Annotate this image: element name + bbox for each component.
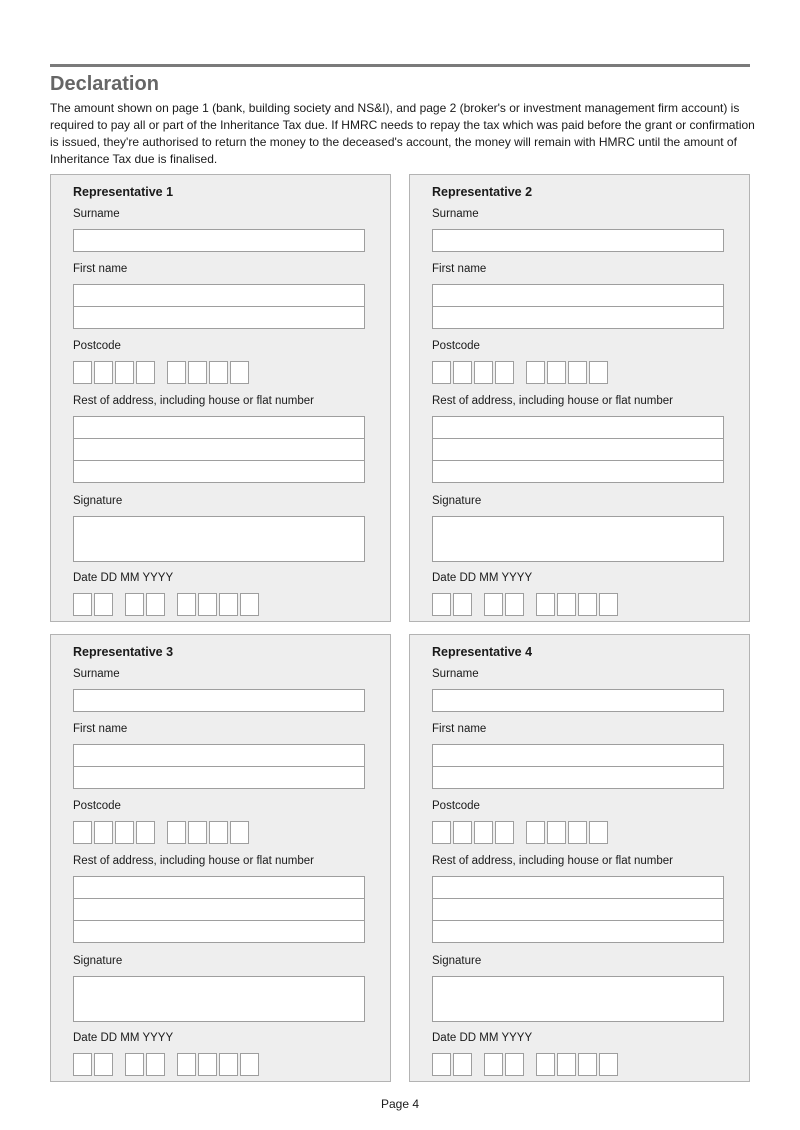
box-gap xyxy=(526,1053,536,1076)
postcode-box[interactable] xyxy=(474,821,493,844)
postcode-box[interactable] xyxy=(568,821,587,844)
postcode xyxy=(432,361,610,384)
box-gap xyxy=(115,593,125,616)
postcode-box[interactable] xyxy=(209,361,228,384)
date xyxy=(432,1053,620,1076)
first-name-input[interactable] xyxy=(432,284,724,307)
address-label: Rest of address, including house or flat number xyxy=(432,395,673,407)
representative-heading: Representative 2 xyxy=(432,185,533,199)
signature-box[interactable] xyxy=(73,516,365,562)
surname-input[interactable] xyxy=(73,689,365,712)
postcode-label: Postcode xyxy=(432,340,480,352)
date-box[interactable] xyxy=(578,1053,597,1076)
date-label: Date DD MM YYYY xyxy=(432,572,533,584)
date-box[interactable] xyxy=(505,593,524,616)
date-box[interactable] xyxy=(177,1053,196,1076)
date-box[interactable] xyxy=(536,1053,555,1076)
date xyxy=(432,593,620,616)
first-name-input-line-2[interactable] xyxy=(432,306,724,329)
signature-label: Signature xyxy=(73,955,123,967)
representative-heading: Representative 4 xyxy=(432,645,533,659)
postcode-box[interactable] xyxy=(230,361,249,384)
representative-heading: Representative 1 xyxy=(73,185,174,199)
page-title: Declaration xyxy=(50,73,159,95)
postcode-box[interactable] xyxy=(589,361,608,384)
postcode-box[interactable] xyxy=(136,821,155,844)
address-input[interactable] xyxy=(73,416,365,439)
date-box[interactable] xyxy=(73,1053,92,1076)
date-box[interactable] xyxy=(484,593,503,616)
address-input[interactable] xyxy=(73,876,365,899)
date-box[interactable] xyxy=(536,593,555,616)
date-box[interactable] xyxy=(177,593,196,616)
address-input-line-2[interactable] xyxy=(432,438,724,461)
representative-4-panel xyxy=(409,634,750,1082)
postcode-box[interactable] xyxy=(188,361,207,384)
box-gap xyxy=(167,1053,177,1076)
box-gap xyxy=(115,1053,125,1076)
signature-box[interactable] xyxy=(432,976,724,1022)
postcode-box[interactable] xyxy=(453,361,472,384)
box-gap xyxy=(474,593,484,616)
box-gap xyxy=(516,361,526,384)
address-input[interactable] xyxy=(432,416,724,439)
first-name-label: First name xyxy=(432,263,487,275)
surname-label: Surname xyxy=(73,208,120,220)
date-box[interactable] xyxy=(125,1053,144,1076)
postcode-box[interactable] xyxy=(209,821,228,844)
postcode-label: Postcode xyxy=(432,800,480,812)
postcode-label: Postcode xyxy=(73,340,121,352)
postcode-box[interactable] xyxy=(115,361,134,384)
first-name-label: First name xyxy=(73,263,128,275)
address-input-line-3[interactable] xyxy=(73,920,365,943)
postcode-box[interactable] xyxy=(94,821,113,844)
address-input-line-3[interactable] xyxy=(432,460,724,483)
box-gap xyxy=(516,821,526,844)
surname-input[interactable] xyxy=(432,229,724,252)
date-label: Date DD MM YYYY xyxy=(73,1032,174,1044)
first-name-label: First name xyxy=(432,723,487,735)
first-name-input[interactable] xyxy=(73,744,365,767)
surname-input[interactable] xyxy=(432,689,724,712)
representative-heading: Representative 3 xyxy=(73,645,174,659)
postcode-box[interactable] xyxy=(73,361,92,384)
date-box[interactable] xyxy=(198,593,217,616)
postcode-box[interactable] xyxy=(432,821,451,844)
date-box[interactable] xyxy=(453,1053,472,1076)
address-input[interactable] xyxy=(432,876,724,899)
signature-label: Signature xyxy=(73,495,123,507)
representative-2-panel xyxy=(409,174,750,622)
date-label: Date DD MM YYYY xyxy=(73,572,174,584)
postcode-box[interactable] xyxy=(474,361,493,384)
date-box[interactable] xyxy=(240,593,259,616)
surname-label: Surname xyxy=(432,668,479,680)
postcode-box[interactable] xyxy=(167,361,186,384)
postcode-box[interactable] xyxy=(453,821,472,844)
first-name-input[interactable] xyxy=(73,284,365,307)
date-box[interactable] xyxy=(198,1053,217,1076)
first-name-input-line-2[interactable] xyxy=(432,766,724,789)
postcode-box[interactable] xyxy=(526,361,545,384)
date-box[interactable] xyxy=(240,1053,259,1076)
postcode-box[interactable] xyxy=(589,821,608,844)
representative-3-panel xyxy=(50,634,391,1082)
postcode-box[interactable] xyxy=(73,821,92,844)
date-box[interactable] xyxy=(219,1053,238,1076)
date-box[interactable] xyxy=(146,593,165,616)
date-box[interactable] xyxy=(125,593,144,616)
postcode xyxy=(73,821,251,844)
postcode-box[interactable] xyxy=(432,361,451,384)
date-box[interactable] xyxy=(146,1053,165,1076)
date xyxy=(73,1053,261,1076)
surname-label: Surname xyxy=(73,668,120,680)
top-rule xyxy=(50,64,750,67)
postcode-box[interactable] xyxy=(230,821,249,844)
postcode-box[interactable] xyxy=(526,821,545,844)
date-box[interactable] xyxy=(557,1053,576,1076)
address-label: Rest of address, including house or flat number xyxy=(73,855,314,867)
representative-1-panel xyxy=(50,174,391,622)
address-input-line-2[interactable] xyxy=(432,898,724,921)
date xyxy=(73,593,261,616)
date-box[interactable] xyxy=(557,593,576,616)
date-box[interactable] xyxy=(599,1053,618,1076)
first-name-input-line-2[interactable] xyxy=(73,306,365,329)
intro-text: The amount shown on page 1 (bank, building society and NS&I), and page 2 (broker's or investment management firm account) is required to pay all or part of the Inheritance Tax due. If HMRC needs to repay the tax which was paid before the grant or confirmation is issued, they're authorised to return the money to the deceased's account, the money will remain with HMRC until the amount of Inheritance Tax due is finalised. xyxy=(50,101,755,166)
first-name-label: First name xyxy=(73,723,128,735)
postcode-box[interactable] xyxy=(136,361,155,384)
box-gap xyxy=(167,593,177,616)
box-gap xyxy=(474,1053,484,1076)
postcode-box[interactable] xyxy=(495,821,514,844)
box-gap xyxy=(526,593,536,616)
postcode-box[interactable] xyxy=(547,821,566,844)
signature-box[interactable] xyxy=(73,976,365,1022)
surname-input[interactable] xyxy=(73,229,365,252)
date-label: Date DD MM YYYY xyxy=(432,1032,533,1044)
box-gap xyxy=(157,361,167,384)
postcode-label: Postcode xyxy=(73,800,121,812)
date-box[interactable] xyxy=(453,593,472,616)
date-box[interactable] xyxy=(219,593,238,616)
first-name-input[interactable] xyxy=(432,744,724,767)
date-box[interactable] xyxy=(94,593,113,616)
box-gap xyxy=(157,821,167,844)
signature-box[interactable] xyxy=(432,516,724,562)
first-name-input-line-2[interactable] xyxy=(73,766,365,789)
postcode xyxy=(73,361,251,384)
address-label: Rest of address, including house or flat number xyxy=(432,855,673,867)
address-input-line-3[interactable] xyxy=(73,460,365,483)
date-box[interactable] xyxy=(94,1053,113,1076)
date-box[interactable] xyxy=(505,1053,524,1076)
postcode xyxy=(432,821,610,844)
signature-label: Signature xyxy=(432,495,482,507)
address-input-line-3[interactable] xyxy=(432,920,724,943)
date-box[interactable] xyxy=(599,593,618,616)
page-number: Page 4 xyxy=(380,1097,420,1111)
postcode-box[interactable] xyxy=(188,821,207,844)
address-input-line-2[interactable] xyxy=(73,438,365,461)
address-input-line-2[interactable] xyxy=(73,898,365,921)
date-box[interactable] xyxy=(432,1053,451,1076)
date-box[interactable] xyxy=(484,1053,503,1076)
postcode-box[interactable] xyxy=(495,361,514,384)
date-box[interactable] xyxy=(578,593,597,616)
signature-label: Signature xyxy=(432,955,482,967)
date-box[interactable] xyxy=(73,593,92,616)
surname-label: Surname xyxy=(432,208,479,220)
postcode-box[interactable] xyxy=(568,361,587,384)
postcode-box[interactable] xyxy=(167,821,186,844)
address-label: Rest of address, including house or flat number xyxy=(73,395,314,407)
postcode-box[interactable] xyxy=(547,361,566,384)
postcode-box[interactable] xyxy=(115,821,134,844)
date-box[interactable] xyxy=(432,593,451,616)
postcode-box[interactable] xyxy=(94,361,113,384)
